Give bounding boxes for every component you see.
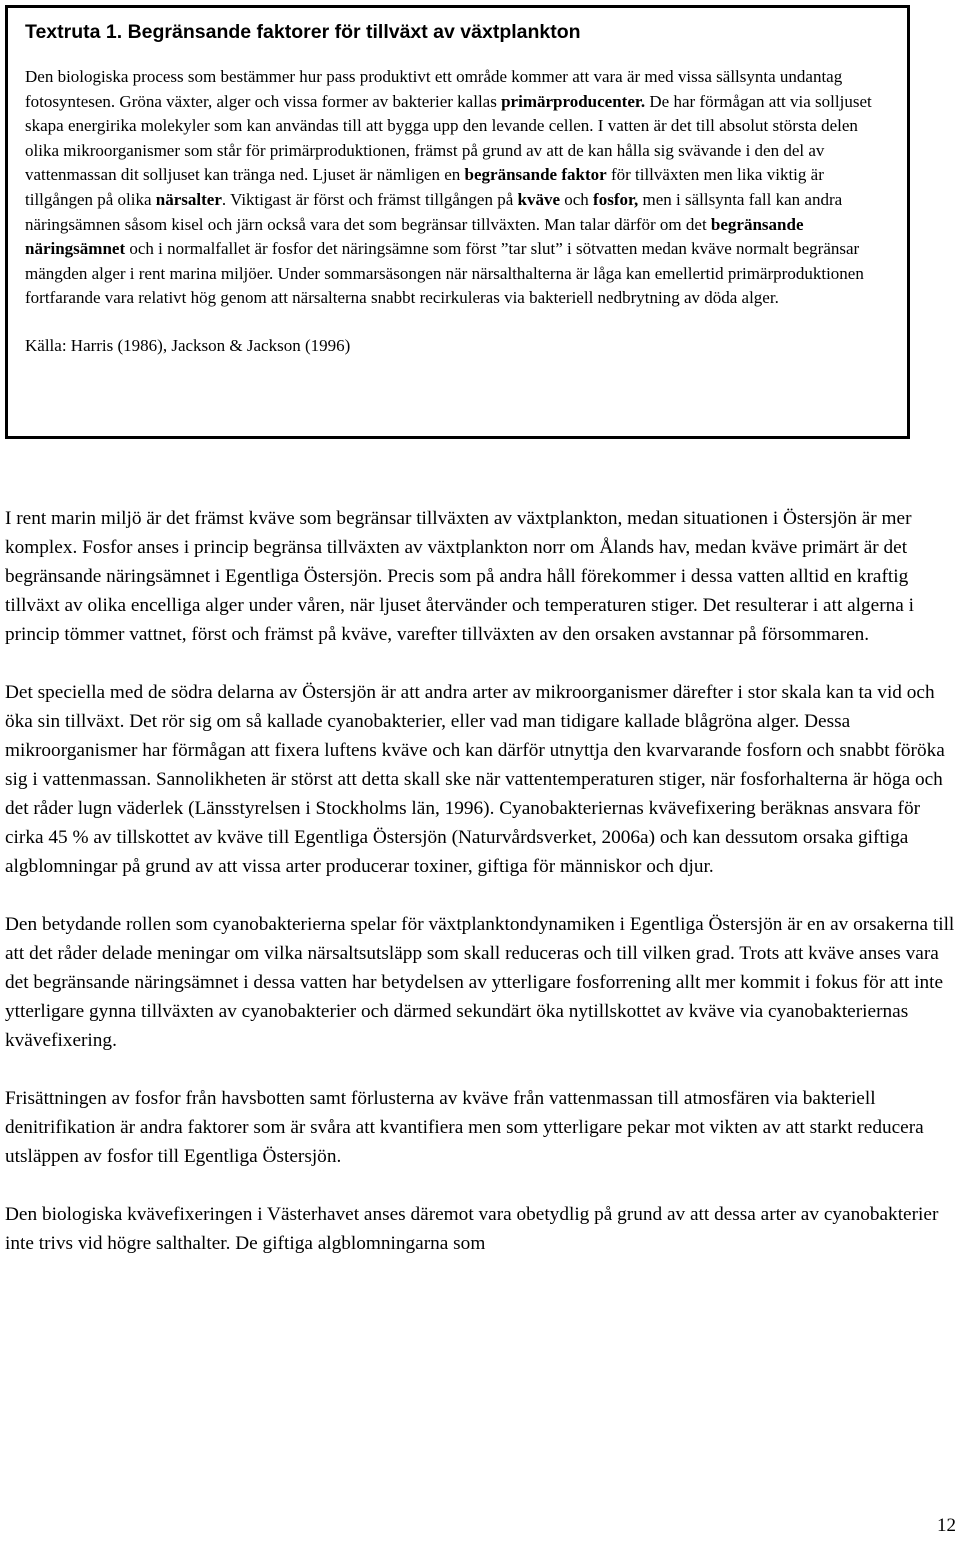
text-box-1 [5, 5, 910, 439]
text-box-body-run: Den biologiska process som bestämmer hur pass produktivt ett område kommer att vara är med vissa sällsynta undantag fotosyntesen. Gröna växter, alger och vissa former av bakterier kallas [25, 67, 843, 111]
paragraph: Den biologiska kvävefixeringen i Västerhavet anses däremot vara obetydlig på grund av att dessa arter av cyanobakterier inte trivs vid högre salthalter. De giftiga algblomningarna som [5, 1204, 939, 1254]
text-box-body-run: De har förmågan att via solljuset skapa energirika molekyler som kan användas till att bygga upp den levande cellen. I vatten är det till absolut största delen olika mikroorganismer som står för primärproduktionen, främst på grund av att de kan hålla sig svävande i den del av vattenmassan dit solljuset kan tränga ned. Ljuset är nämligen en [25, 91, 872, 185]
term-narsalter: närsalter [155, 189, 222, 209]
text-box-body [25, 65, 891, 311]
paragraph: I rent marin miljö är det främst kväve som begränsar tillväxten av växtplankton, medan situationen i Östersjön är mer komplex. Fosfor anses i princip begränsa tillväxten av växtplankton norr om Ålands hav, medan kväve primärt är det begränsande näringsämnet i Egentliga Östersjön. Precis som på andra håll förekommer i dessa vatten alltid en kraftig tillväxt av olika encelliga alger under våren, när ljuset återvänder och temperaturen stiger. Det resulterar i att algerna i princip tömmer vattnet, först och främst på kväve, varefter tillväxten av den orsaken avstannar på försommaren. [5, 508, 915, 645]
text-box-body-run: för tillväxten men lika viktig är tillgången på olika [25, 165, 824, 209]
main-text [5, 504, 958, 1287]
text-box-title: Textruta 1. Begränsande faktorer för tillväxt av växtplankton [25, 21, 581, 43]
term-primarproducenter: primärproducenter. [501, 91, 646, 111]
text-box-body-run: men i sällsynta fall kan andra näringsämnen såsom kisel och järn också vara det som begränsar tillväxten. Man talar därför om det [25, 189, 843, 234]
paragraph: Frisättningen av fosfor från havsbotten samt förlusterna av kväve från vattenmassan till atmosfären via bakteriell denitrifikation är andra faktorer som är svåra att kvantifiera men som ytterligare pekar mot vikten av att starkt reducera utsläppen av fosfor till Egentliga Östersjön. [5, 1088, 924, 1167]
term-begransande-faktor: begränsande faktor [464, 165, 607, 185]
paragraph: Den betydande rollen som cyanobakterierna spelar för växtplanktondynamiken i Egentliga Östersjön är en av orsakerna till att det råder delade meningar om vilka närsaltsutsläpp som skall reduceras och till vilken grad. Trots att kväve anses vara det begränsande näringsämnet i dessa vatten har betydelsen av ytterligare fosforrening allt mer kommit i fokus för att inte ytterligare gynna tillväxten av cyanobakterier och därmed sekundärt öka nytillskottet av kväve via cyanobakteriernas kvävefixering. [5, 914, 955, 1051]
paragraph: Det speciella med de södra delarna av Östersjön är att andra arter av mikroorganismer därefter i stor skala kan ta vid och öka sin tillväxt. Det rör sig om så kallade cyanobakterier, eller vad man tidigare kallade blågröna alger. Dessa mikroorganismer har förmågan att fixera luftens kväve och kan därför utnyttja den kvarvarande fosforn och snabbt föröka sig i vattenmassan. Sannolikheten är störst att detta skall ske när vattentemperaturen stiger, när fosforhalterna är höga och det råder lugn väderlek (Länsstyrelsen i Stockholms län, 1996). Cyanobakteriernas kvävefixering beräknas ansvara för cirka 45 % av tillskottet av kväve till Egentliga Östersjön (Naturvårdsverket, 2006a) och kan dessutom orsaka giftiga algblomningar på grund av att vissa arter producerar toxiner, giftiga för människor och djur. [5, 682, 945, 877]
text-box-body-run: . Viktigast är först och främst tillgången på [221, 189, 518, 209]
term-fosfor: fosfor, [593, 189, 639, 209]
text-box-source: Källa: Harris (1986), Jackson & Jackson (1996) [25, 335, 351, 355]
text-box-body-run: och [560, 189, 594, 209]
term-kvave: kväve [517, 189, 560, 209]
term-begransande-naringsamnet: begränsande näringsämnet [25, 214, 804, 259]
text-box-body-run: och i normalfallet är fosfor det näringsämne som först ”tar slut” i sötvatten medan kväve normalt begränsar mängden alger i rent marina miljöer. Under sommarsäsongen när närsalthalterna är låga kan emellertid primärproduktionen fortfarande vara relativt hög genom att närsalterna snabbt recirkuleras via bakteriell nedbrytning av döda alger. [25, 239, 864, 308]
page-number: 12 [937, 1515, 956, 1536]
